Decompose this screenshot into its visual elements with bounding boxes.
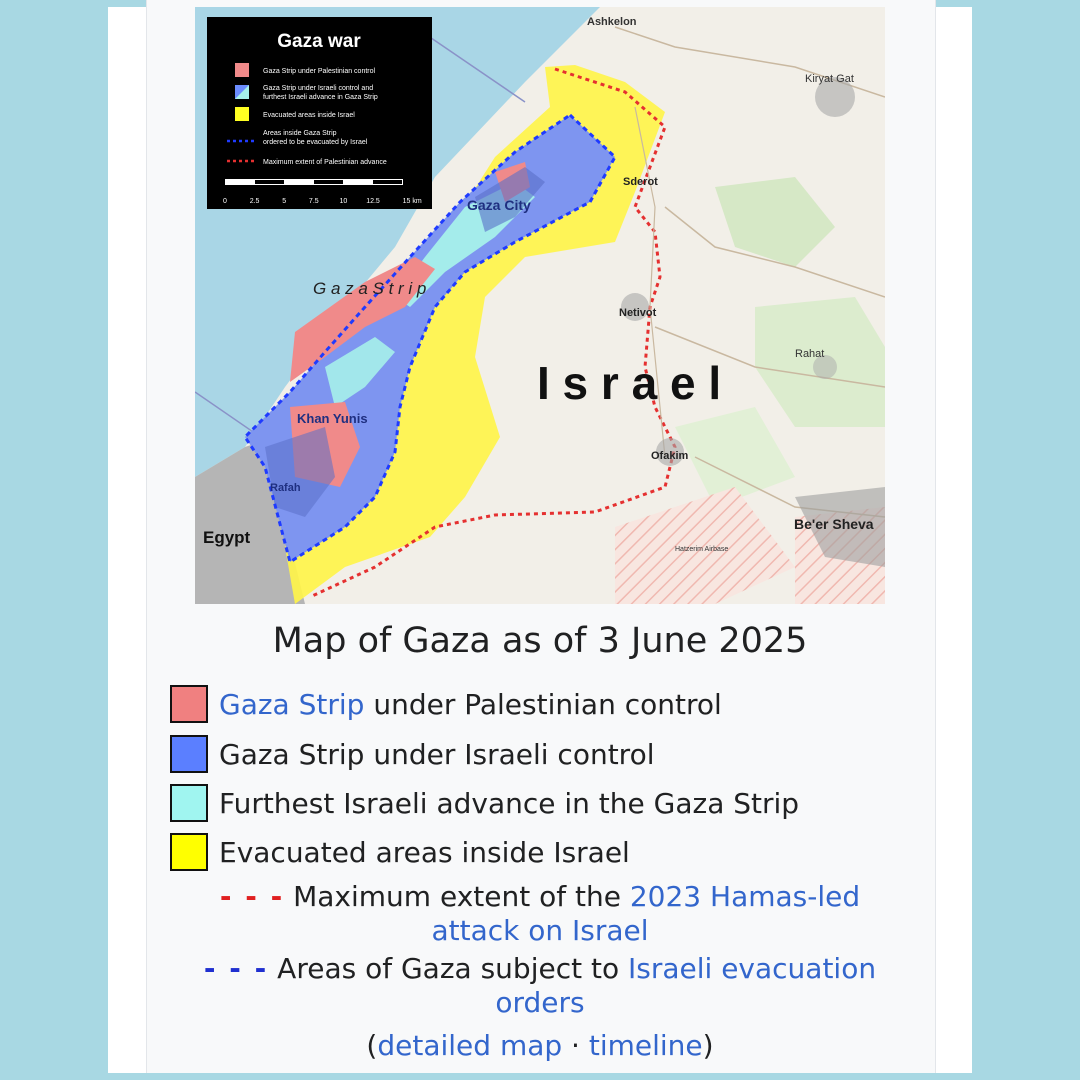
scale-bar-segment: [373, 180, 402, 184]
label-khan-yunis: Khan Yunis: [297, 411, 368, 426]
label-egypt: Egypt: [203, 528, 251, 547]
link-evacuation-orders[interactable]: Israeli evacuation: [628, 952, 877, 985]
inset-legend-label: Evacuated areas inside Israel: [263, 112, 355, 119]
label-ashkelon: Ashkelon: [587, 16, 637, 28]
caption-footer: [146, 1029, 934, 1063]
blue-line-text: Areas of Gaza subject to: [268, 952, 628, 985]
inset-legend-label-line1: Areas inside Gaza Strip: [263, 130, 337, 137]
label-rahat: Rahat: [795, 348, 825, 360]
link-gaza-strip[interactable]: Gaza Strip: [219, 687, 365, 721]
inset-title: Gaza war: [277, 31, 361, 52]
legend-blue-line: [146, 952, 934, 1020]
inset-legend-label-line2: ordered to be evacuated by Israel: [263, 139, 368, 146]
legend-swatch-israeli: [170, 735, 208, 773]
inset-swatch-evacuated: [235, 107, 249, 121]
label-kiryat-gat: Kiryat Gat: [805, 73, 854, 85]
legend-row-israeli: [170, 733, 655, 775]
red-line-row2: [146, 914, 934, 948]
label-sderot: Sderot: [623, 176, 658, 188]
legend-row-palestinian: [170, 683, 722, 725]
label-gaza-city: Gaza City: [467, 197, 531, 213]
inset-legend-label: Gaza Strip under Palestinian control: [263, 68, 376, 75]
scale-bar-segment: [314, 180, 343, 184]
map-caption-title: Map of Gaza as of 3 June 2025: [272, 621, 808, 661]
inset-swatch-palestinian: [235, 63, 249, 77]
label-netivot: Netivot: [619, 307, 657, 319]
legend-label: Evacuated areas inside Israel: [219, 835, 630, 869]
inset-legend: [207, 17, 432, 209]
label-gaza-strip: G a z a S t r i p: [313, 279, 427, 298]
scale-tick-label: 15 km: [402, 198, 422, 205]
red-line-text: Maximum extent of the: [284, 880, 630, 913]
scale-tick-label: 10: [339, 198, 348, 205]
legend-row-evacuated: [170, 831, 630, 873]
scale-tick-label: 12.5: [366, 198, 380, 205]
blue-dash-icon: - - -: [203, 952, 269, 985]
legend-text: under Palestinian control: [364, 687, 722, 721]
legend-row-advance: [170, 782, 799, 824]
scale-tick-label: 7.5: [308, 198, 319, 205]
inset-legend-label: Maximum extent of Palestinian advance: [263, 159, 387, 166]
label-rafah: Rafah: [270, 482, 301, 494]
label-israel: I s r a e l: [537, 357, 722, 409]
inset-legend-label-line2: furthest Israeli advance in Gaza Strip: [263, 94, 378, 101]
scale-tick-label: 5: [282, 198, 287, 205]
link-timeline[interactable]: timeline: [588, 1029, 703, 1062]
legend-label: Gaza Strip under Israeli control: [219, 737, 655, 771]
legend-red-line: [146, 880, 934, 948]
footer-close: ): [702, 1029, 714, 1062]
label-ofakim: Ofakim: [651, 450, 689, 462]
legend-label: Furthest Israeli advance in the Gaza Strip: [219, 786, 800, 820]
inset-legend-label-line1: Gaza Strip under Israeli control and: [263, 85, 374, 92]
footer-links: [146, 1029, 934, 1063]
red-dash-icon: - - -: [219, 880, 285, 913]
red-line-row1: [146, 880, 934, 914]
link-hamas-attack-cont[interactable]: attack on Israel: [431, 914, 649, 947]
legend-swatch-palestinian: [170, 685, 208, 723]
footer-open: (: [366, 1029, 378, 1062]
label-beer-sheva: Be'er Sheva: [794, 516, 874, 532]
legend-label: [219, 688, 722, 721]
gaza-map[interactable]: [195, 7, 885, 604]
footer-sep: ·: [562, 1029, 589, 1062]
link-detailed-map[interactable]: detailed map: [377, 1029, 563, 1062]
label-hatzerim: Hatzerim Airbase: [675, 546, 729, 553]
scale-tick-label: 2.5: [249, 198, 260, 205]
blue-line-row2: [146, 986, 934, 1020]
scale-tick-label: 0: [223, 198, 227, 205]
link-evacuation-orders-cont[interactable]: orders: [495, 986, 585, 1019]
legend-swatch-evacuated: [170, 833, 208, 871]
legend-swatch-advance: [170, 784, 208, 822]
link-hamas-attack[interactable]: 2023 Hamas-led: [629, 880, 861, 913]
blue-line-row1: [146, 952, 934, 986]
scale-bar-segment: [255, 180, 284, 184]
